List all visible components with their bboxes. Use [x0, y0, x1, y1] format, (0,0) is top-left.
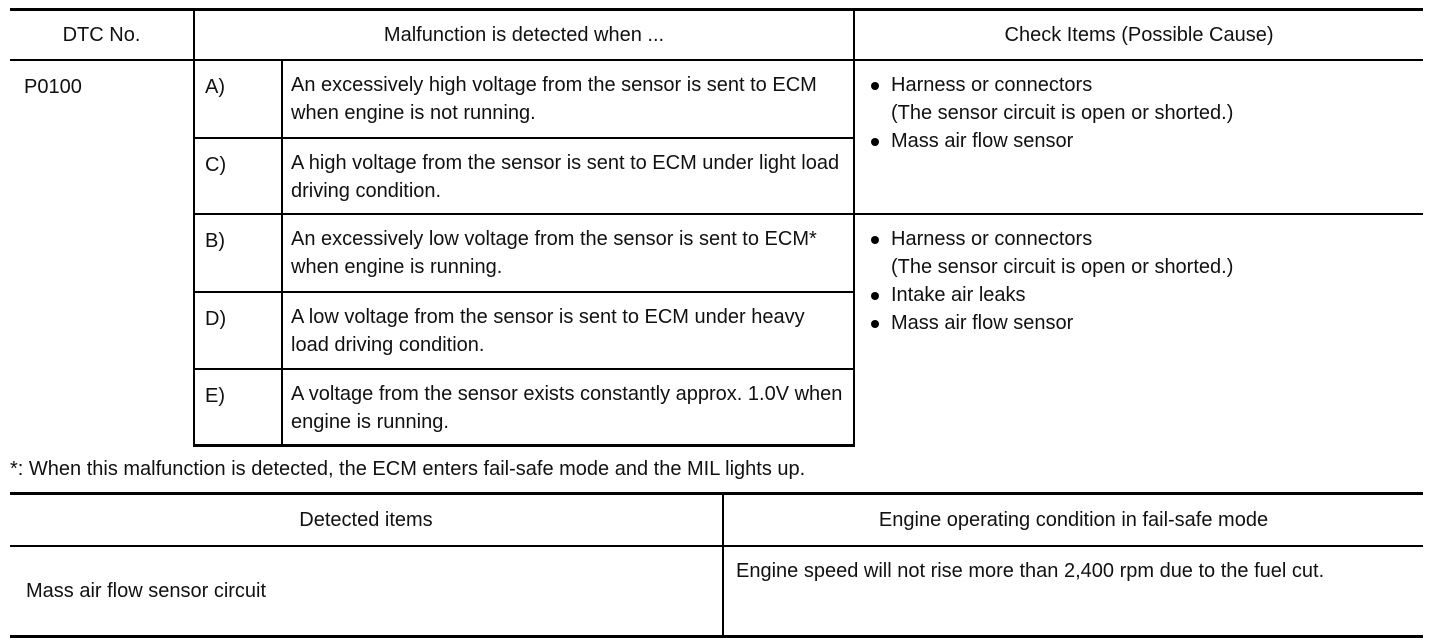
check-items-group-2 — [854, 214, 1423, 446]
malfunction-header: Malfunction is detected when ... — [194, 10, 854, 61]
detected-items-header: Detected items — [10, 494, 723, 547]
check-item: Harness or connectors (The sensor circuit is open or shorted.) — [865, 225, 1417, 281]
detected-item: Mass air flow sensor circuit — [10, 546, 723, 637]
operating-condition: Engine speed will not rise more than 2,400 rpm due to the fuel cut. — [723, 546, 1423, 637]
operating-condition-header: Engine operating condition in fail-safe mode — [878, 509, 1269, 531]
check-item: Mass air flow sensor — [865, 309, 1417, 337]
condition-description: An excessively low voltage from the sensor is sent to ECM* when engine is running. — [282, 214, 854, 292]
condition-letter: C) — [194, 138, 282, 214]
condition-description: A voltage from the sensor exists constantly approx. 1.0V when engine is running. — [282, 369, 854, 446]
dtc-code: P0100 — [10, 60, 194, 446]
failsafe-table — [10, 492, 1423, 638]
condition-letter: E) — [194, 369, 282, 446]
dtc-table-header — [10, 10, 1423, 61]
check-item: Mass air flow sensor — [865, 127, 1417, 155]
dtc-no-header: DTC No. — [10, 10, 194, 61]
condition-letter: D) — [194, 292, 282, 369]
check-items-group-1 — [854, 60, 1423, 214]
table-row — [10, 214, 1423, 292]
condition-letter: B) — [194, 214, 282, 292]
condition-description: An excessively high voltage from the sensor is sent to ECM when engine is not running. — [282, 60, 854, 138]
table-row — [10, 546, 1423, 637]
footnote: *: When this malfunction is detected, the ECM enters fail-safe mode and the MIL lights up. — [10, 458, 806, 480]
check-items-header: Check Items (Possible Cause) — [1004, 24, 1274, 46]
failsafe-table-header — [10, 494, 1423, 547]
condition-description: A low voltage from the sensor is sent to ECM under heavy load driving condition. — [282, 292, 854, 369]
check-item: Harness or connectors (The sensor circuit is open or shorted.) — [865, 71, 1417, 127]
table-row — [10, 60, 1423, 138]
condition-letter: A) — [194, 60, 282, 138]
dtc-table — [10, 8, 1423, 447]
check-item: Intake air leaks — [865, 281, 1417, 309]
condition-description: A high voltage from the sensor is sent to ECM under light load driving condition. — [282, 138, 854, 214]
